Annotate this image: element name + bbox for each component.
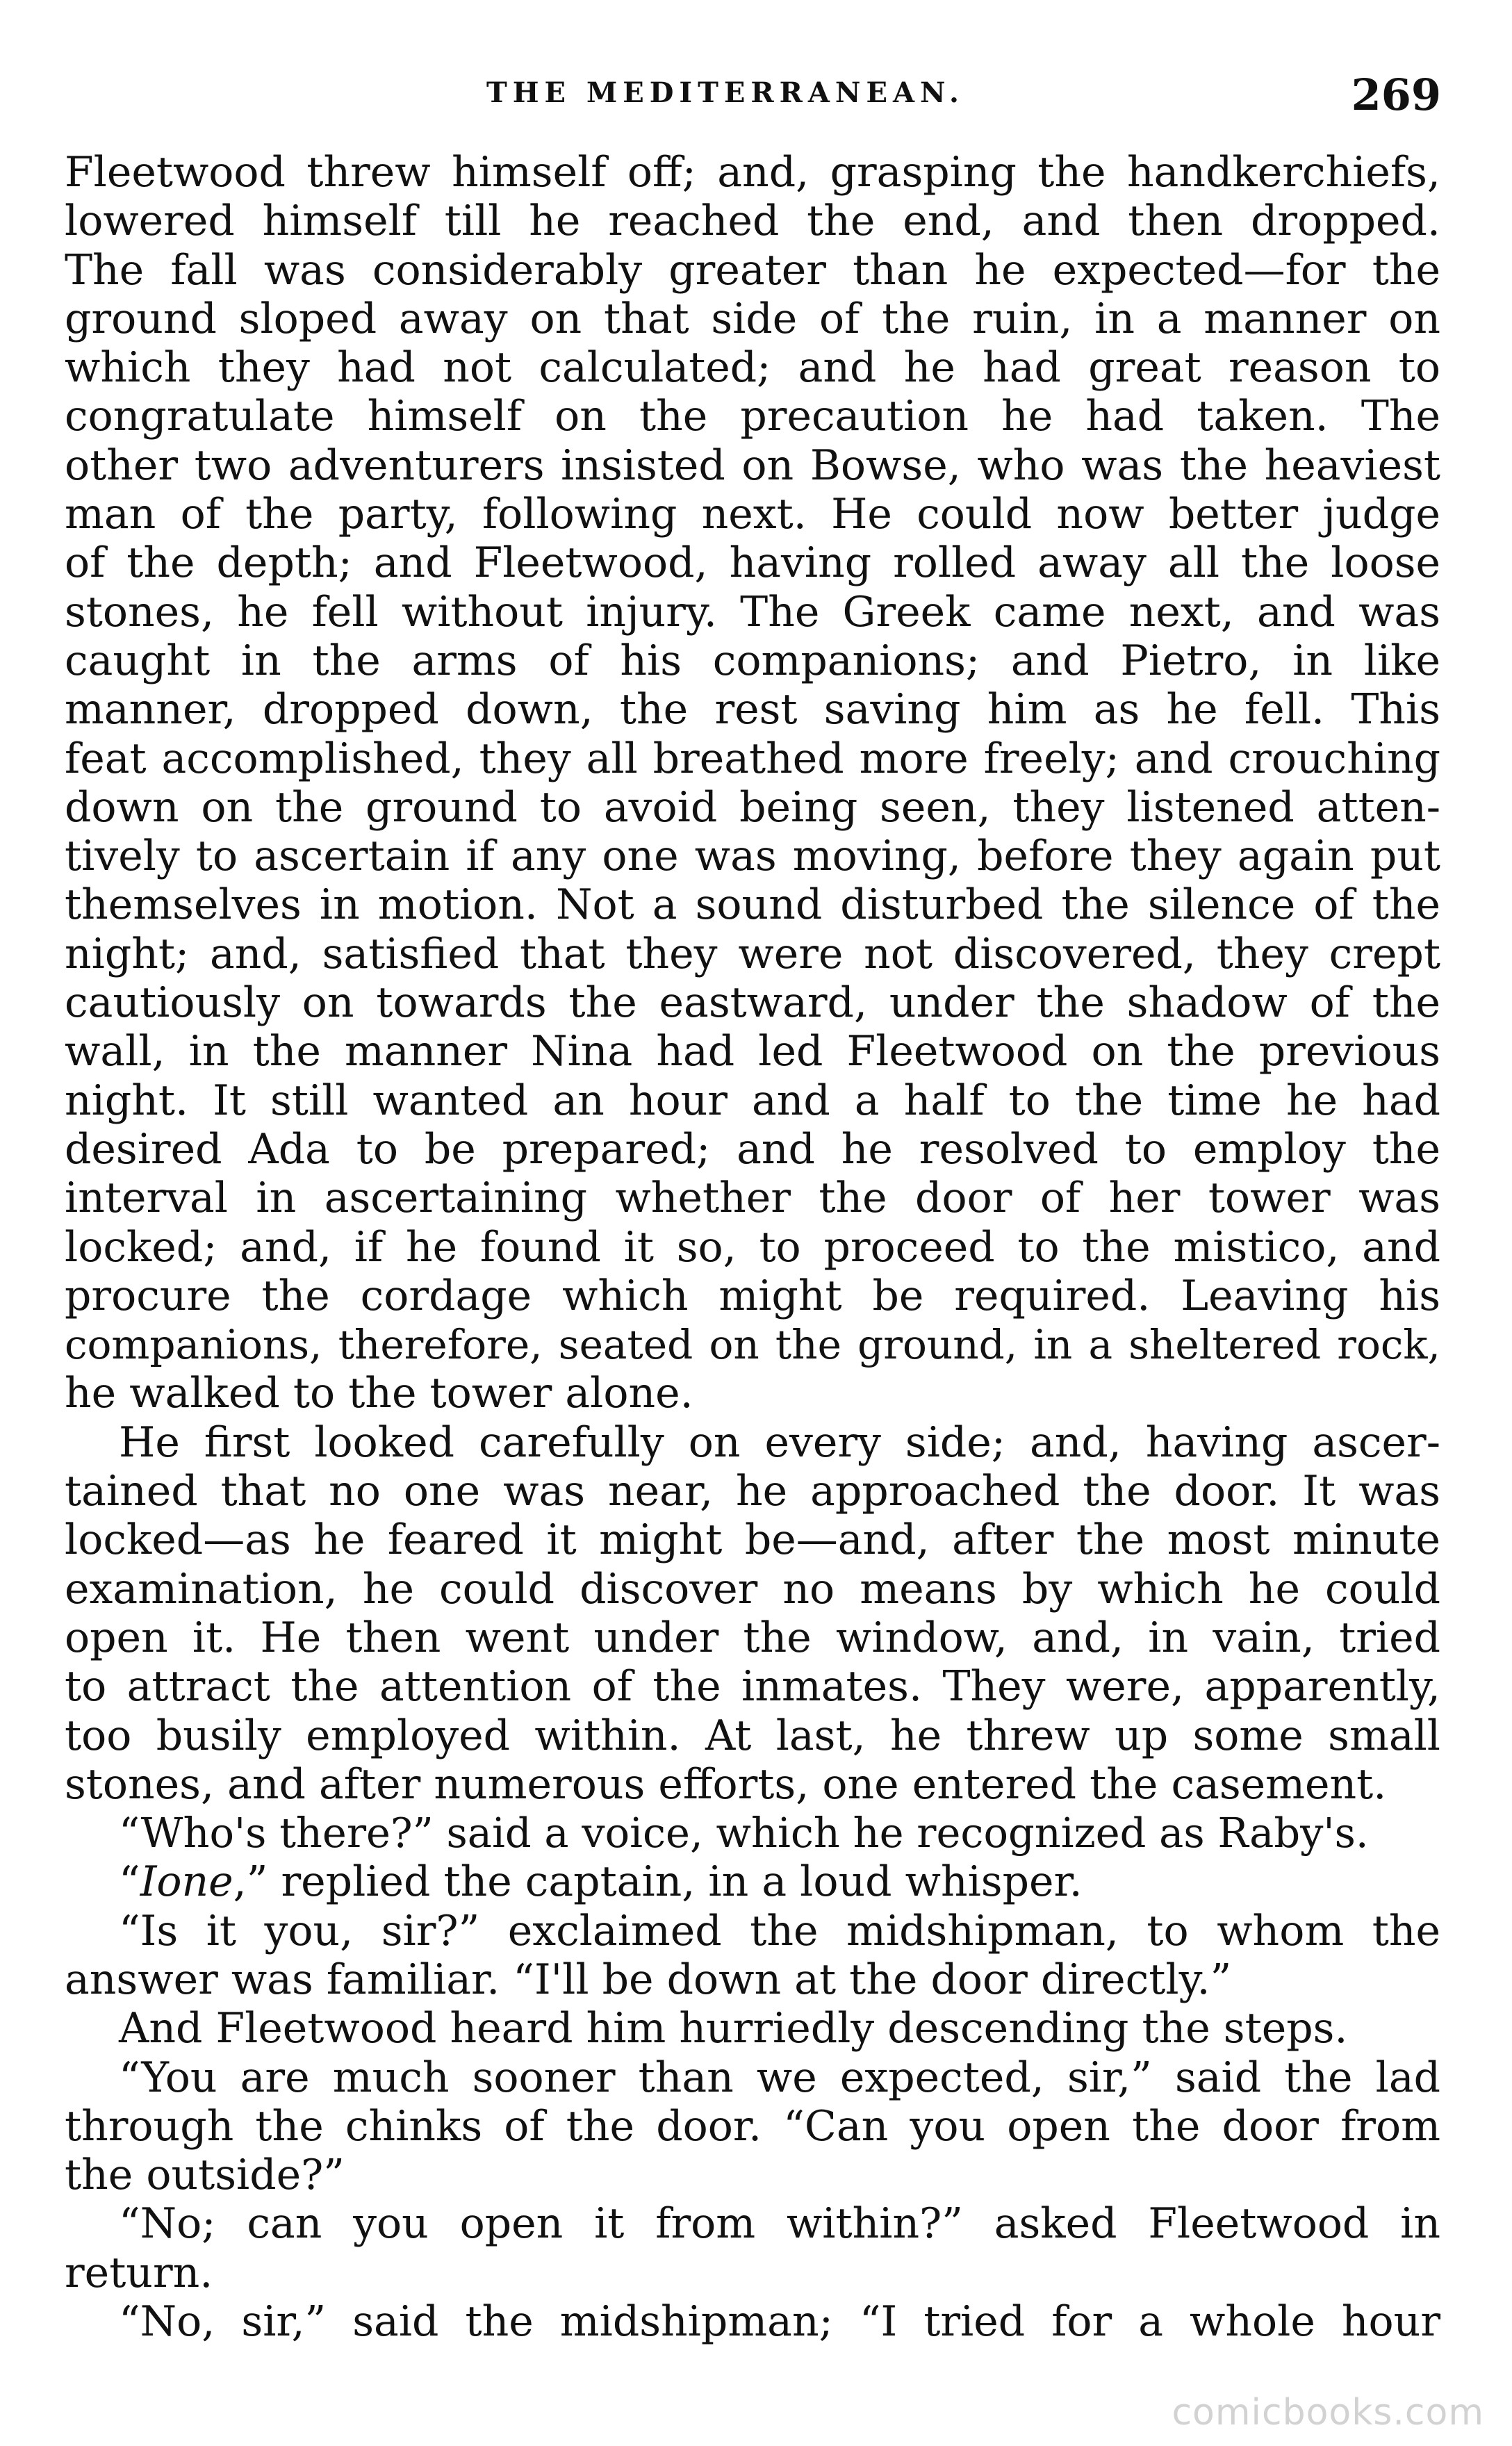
running-head: THE MEDITERRANEAN.: [486, 76, 964, 109]
text-line: procure the cordage which might be required. Leaving his: [65, 1271, 1440, 1320]
text-line: the outside?”: [65, 2151, 345, 2200]
text-line: down on the ground to avoid being seen, they listened atten-: [65, 782, 1440, 832]
text-line: of the depth; and Fleetwood, having rolled away all the loose: [65, 539, 1440, 588]
body-text: [65, 148, 1440, 2346]
text-line: he walked to the tower alone.: [65, 1369, 693, 1418]
text-line: lowered himself till he reached the end, and then dropped.: [65, 197, 1440, 246]
text-line: open it. He then went under the window, and, in vain, tried: [65, 1613, 1440, 1662]
watermark: comicbooks.com: [1172, 2392, 1484, 2433]
text-line: The fall was considerably greater than he expected—for the: [65, 245, 1440, 295]
text-line: cautiously on towards the eastward, under the shadow of the: [65, 978, 1440, 1028]
text-line: “Who's there?” said a voice, which he recognized as Raby's.: [119, 1809, 1369, 1857]
text-line: congratulate himself on the precaution he had taken. The: [65, 392, 1440, 441]
text-line: “No; can you open it from within?” asked Fleetwood in: [119, 2199, 1440, 2249]
text-line: “Ione,” replied the captain, in a loud whisper.: [119, 1857, 1083, 1907]
text-line: ground sloped away on that side of the ruin, in a manner on: [65, 294, 1440, 343]
text-line: stones, and after numerous efforts, one entered the casement.: [65, 1759, 1387, 1809]
text-line: manner, dropped down, the rest saving him as he fell. This: [65, 685, 1440, 734]
page-number: 269: [1351, 69, 1441, 120]
italic-word: Ione: [140, 1857, 233, 1907]
text-line: stones, he fell without injury. The Greek came next, and was: [65, 587, 1440, 637]
text-line: And Fleetwood heard him hurriedly descending the steps.: [119, 2004, 1348, 2053]
text-line: Fleetwood threw himself off; and, grasping the handkerchiefs,: [65, 148, 1440, 197]
text-line: He first looked carefully on every side; and, having ascer-: [119, 1418, 1440, 1467]
text-line: “You are much sooner than we expected, sir,” said the lad: [119, 2053, 1440, 2102]
text-line: answer was familiar. “I'll be down at the door directly.”: [65, 1955, 1232, 2004]
text-line: night. It still wanted an hour and a half to the time he had: [65, 1076, 1440, 1125]
text-line: tained that no one was near, he approached the door. It was: [65, 1467, 1440, 1516]
text-line: tively to ascertain if any one was moving, before they again put: [65, 832, 1440, 881]
text-line: through the chinks of the door. “Can you open the door from: [65, 2101, 1440, 2151]
page-header: [0, 69, 1512, 118]
text-line: to attract the attention of the inmates. They were, apparently,: [65, 1662, 1440, 1712]
text-line: feat accomplished, they all breathed more freely; and crouching: [65, 734, 1440, 783]
text-line: night; and, satisfied that they were not discovered, they crept: [65, 929, 1440, 978]
text-line: locked—as he feared it might be—and, after the most minute: [65, 1516, 1440, 1565]
text-line: man of the party, following next. He could now better judge: [65, 490, 1440, 539]
text-line: companions, therefore, seated on the ground, in a sheltered rock,: [65, 1321, 1440, 1369]
text-line: other two adventurers insisted on Bowse, who was the heaviest: [65, 441, 1440, 490]
text-line: too busily employed within. At last, he threw up some small: [65, 1711, 1440, 1760]
text-line: “Is it you, sir?” exclaimed the midshipman, to whom the: [119, 1906, 1440, 1955]
text-line: caught in the arms of his companions; and Pietro, in like: [65, 636, 1440, 685]
text-line: examination, he could discover no means by which he could: [65, 1564, 1440, 1614]
text-line: return.: [65, 2248, 213, 2297]
text-line: which they had not calculated; and he had great reason to: [65, 343, 1440, 393]
text-line: wall, in the manner Nina had led Fleetwood on the previous: [65, 1027, 1440, 1076]
text-line: locked; and, if he found it so, to proceed to the mistico, and: [65, 1222, 1440, 1272]
text-line: interval in ascertaining whether the door of her tower was: [65, 1174, 1440, 1223]
text-line: themselves in motion. Not a sound disturbed the silence of the: [65, 880, 1440, 930]
text-line: desired Ada to be prepared; and he resolved to employ the: [65, 1124, 1440, 1174]
text-line: “No, sir,” said the midshipman; “I tried for a whole hour: [119, 2297, 1440, 2347]
